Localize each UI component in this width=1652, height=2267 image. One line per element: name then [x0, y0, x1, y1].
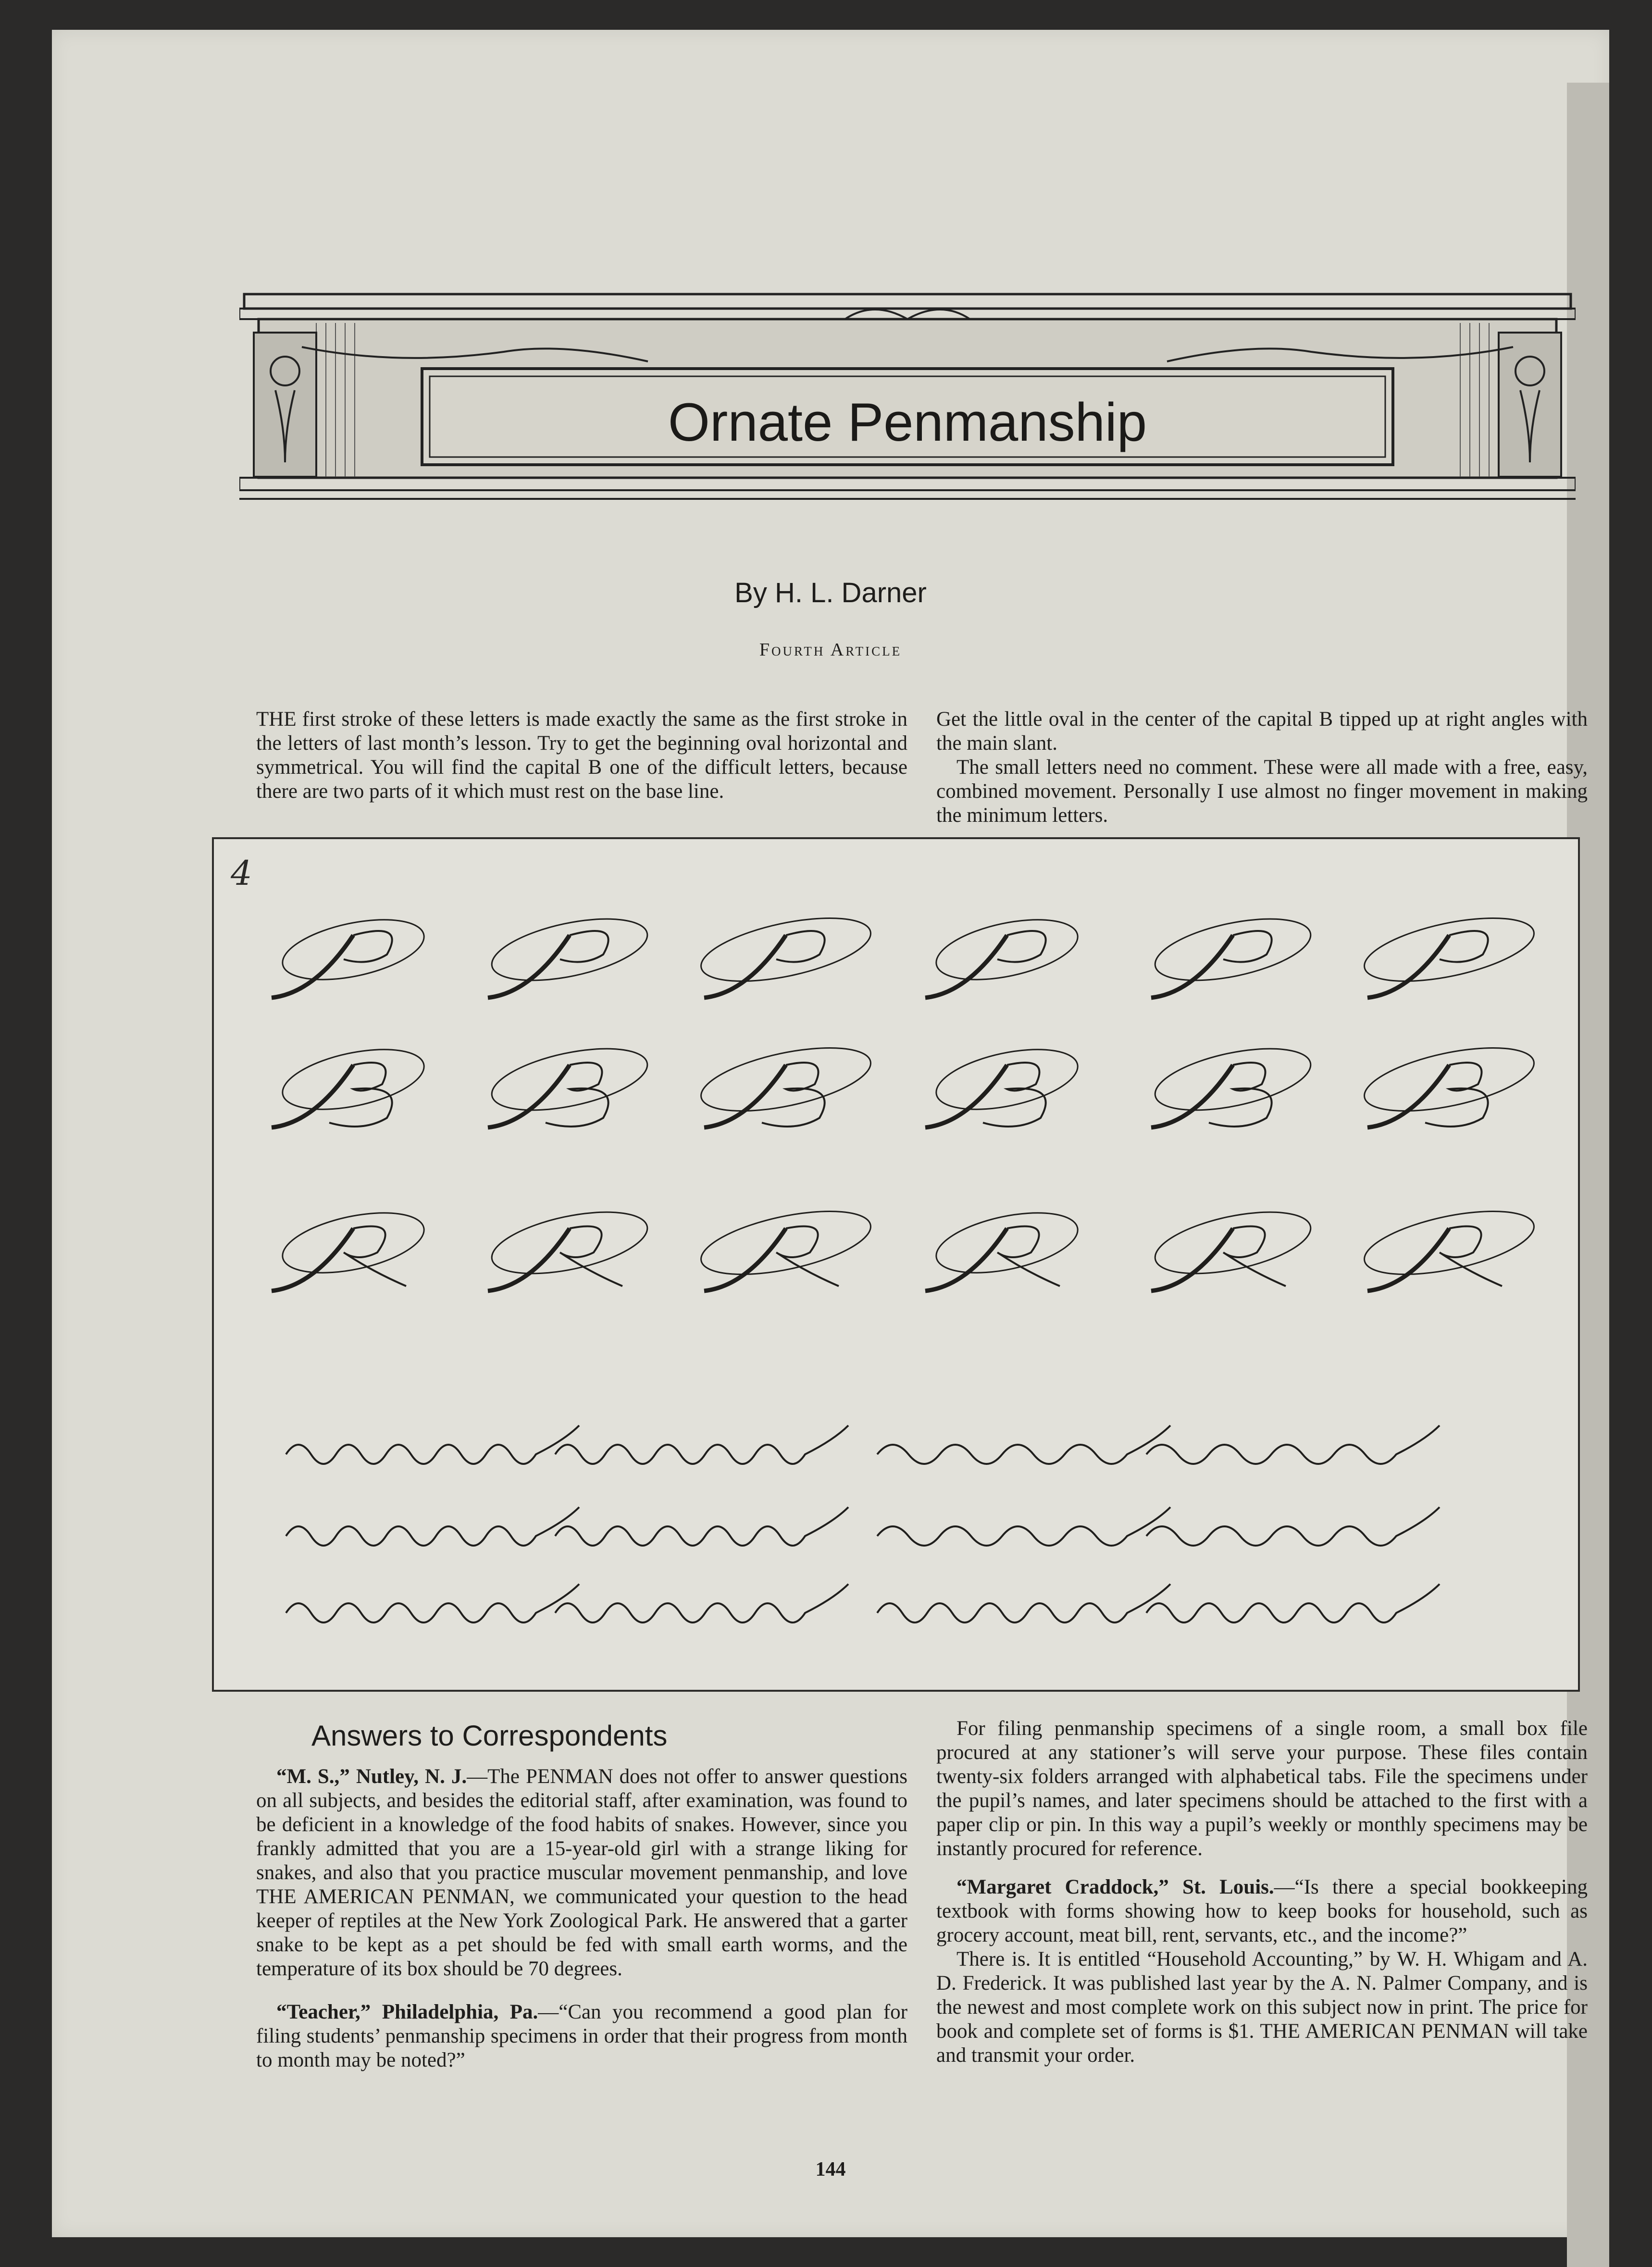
- capital-r-specimen: [925, 1202, 1083, 1291]
- capital-r-specimen: [1359, 1199, 1539, 1291]
- capital-p-specimen: [925, 909, 1083, 998]
- answer-paragraph: [936, 1717, 1588, 1861]
- answer-paragraph: [936, 1947, 1588, 2068]
- capital-p-specimen: [1150, 907, 1316, 998]
- capital-r-specimen: [486, 1201, 653, 1291]
- byline: By H. L. Darner: [734, 577, 927, 608]
- answer-text: For filing penmanship specimens of a single room, a small box file procured at any stationer’s will serve your purpose. These files contain twenty-six folders arranged with alphabetical tabs. File the specimens under the pupil’s names, and later specimens should be attached to the first with a paper clip or pin. In this way a pupil’s weekly or monthly specimens may be instantly procured for reference.: [936, 1717, 1588, 1860]
- capital-p-specimen: [272, 909, 429, 998]
- plate-number: 4: [231, 854, 252, 893]
- answer-text: There is. It is entitled “Household Accounting,” by W. H. Whigam and A. D. Frederick. It was published last year by the A. N. Palmer Company, and is the newest and most complete work on this subject now in print. The price for book and complete set of forms is $1. THE AMERICAN PENMAN will take and transmit your order.: [936, 1948, 1588, 2067]
- correspondents-left-column: [256, 1765, 907, 2072]
- capital-p-specimen: [1359, 906, 1539, 998]
- page-number: 144: [815, 2158, 846, 2180]
- capital-r-specimen: [1150, 1201, 1316, 1291]
- answer-text: —The PENMAN does not offer to answer questions on all subjects, and besides the editorial staff, after examination, was found to be deficient in a knowledge of the food habits of snakes. However, since you frankly admitted that you are a 15-year-old girl with a strange liking for snakes, and also that you practice muscular movement penmanship, and love THE AMERICAN PENMAN, we communicated your question to the head keeper of reptiles at the New York Zoological Park. He answered that a garter snake to be kept as a pet should be fed with small earth worms, and the temperature of its box should be 70 degrees.: [256, 1765, 907, 1980]
- penmanship-plate: [212, 837, 1580, 1692]
- page: [52, 30, 1609, 2237]
- capital-b-specimen: [486, 1037, 653, 1127]
- correspondent-name: “Teacher,” Philadelphia, Pa.: [276, 2001, 538, 2023]
- intro-left-column: [256, 707, 907, 804]
- correspondent-name: “M. S.,” Nutley, N. J.: [276, 1765, 467, 1788]
- answer-paragraph: [256, 1765, 907, 1981]
- capital-b-specimen: [1359, 1036, 1539, 1127]
- capital-r-specimen: [696, 1199, 876, 1291]
- capital-letter-specimens: [272, 906, 1540, 1291]
- capital-b-specimen: [1150, 1037, 1316, 1127]
- capital-b-specimen: [696, 1036, 876, 1127]
- answer-paragraph: [936, 1875, 1588, 1947]
- correspondent-name: “Margaret Craddock,” St. Louis.: [956, 1876, 1274, 1898]
- answer-paragraph: [256, 2000, 907, 2072]
- capital-p-specimen: [696, 906, 876, 998]
- plate-drawing: [214, 839, 1578, 1690]
- correspondents-right-column: [936, 1717, 1588, 2068]
- intro-right-column: [936, 707, 1588, 828]
- intro-paragraph: The small letters need no comment. These were all made with a free, easy, combined movement. Personally I use almost no finger movement in making the minimum letters.: [936, 756, 1588, 827]
- title-banner: [239, 265, 1576, 534]
- correspondents-heading: Answers to Correspondents: [311, 1720, 668, 1752]
- intro-paragraph: THE first stroke of these letters is made exactly the same as the first stroke in the letters of last month’s lesson. Try to get the beginning oval horizontal and symmetrical. You will find the capital B one of the difficult letters, because there are two parts of it which must rest on the base line.: [256, 708, 907, 803]
- capital-p-specimen: [486, 907, 653, 998]
- answer-text: —“Can you recommend a good plan for filing students’ penmanship specimens in order that their progress from month to month may be noted?”: [256, 2001, 907, 2071]
- capital-b-specimen: [272, 1039, 429, 1127]
- intro-paragraph: Get the little oval in the center of the capital B tipped up at right angles with the main slant.: [936, 708, 1588, 755]
- capital-r-specimen: [272, 1202, 429, 1291]
- article-label: Fourth Article: [759, 640, 902, 660]
- page-title: Ornate Penmanship: [668, 392, 1147, 452]
- minimum-letter-labels: [296, 1438, 1274, 1623]
- answer-text: —“Is there a special bookkeeping textbook with forms showing how to keep books for household, such as grocery account, meat bill, rent, servants, etc., and the income?”: [936, 1876, 1588, 1946]
- capital-b-specimen: [925, 1039, 1083, 1127]
